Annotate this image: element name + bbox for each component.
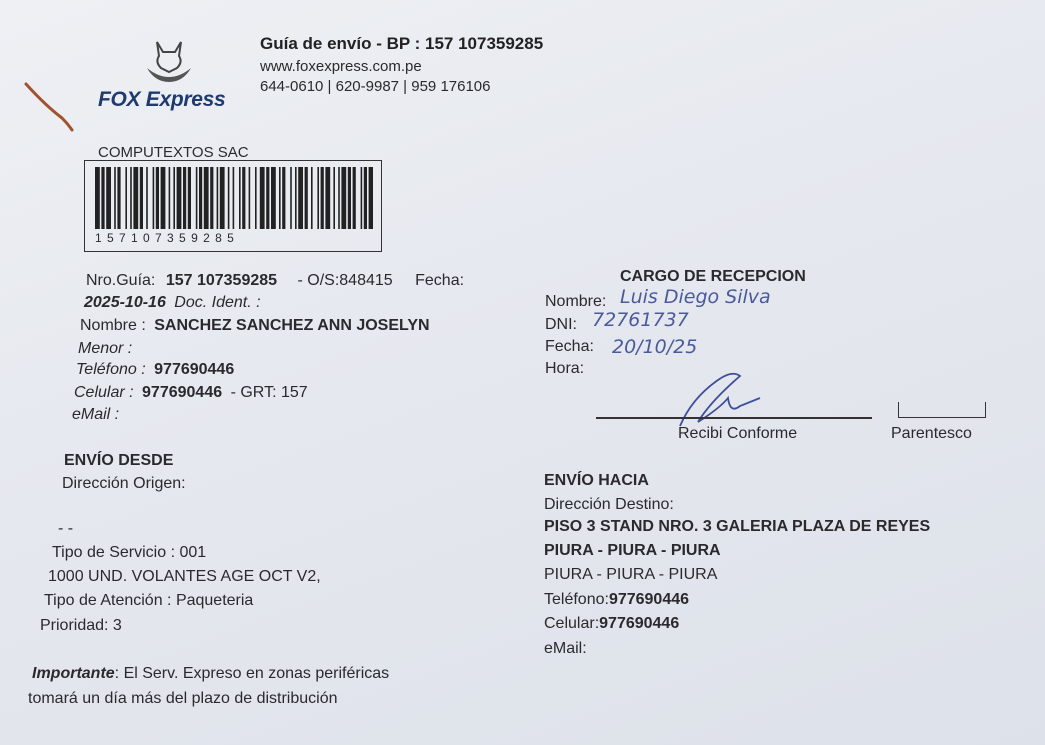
origin-address-label: Dirección Origen:: [62, 475, 186, 492]
barcode-bar: [295, 167, 297, 229]
barcode-bar: [298, 167, 303, 229]
celular-line: [74, 384, 308, 402]
barcode-bars: [95, 167, 373, 229]
barcode-bar: [210, 167, 213, 229]
fox-logo-icon: [143, 38, 195, 86]
destination-title: ENVÍO HACIA: [544, 472, 649, 489]
date-line: [84, 294, 261, 312]
reception-fecha-label: Fecha:: [545, 338, 594, 355]
important-note-line2: tomará un día más del plazo de distribución: [28, 690, 338, 707]
barcode-bar: [106, 167, 111, 229]
barcode-bar: [220, 167, 225, 229]
menor-label: Menor :: [78, 340, 133, 357]
barcode-bar: [188, 167, 191, 229]
reception-hora-label: Hora:: [545, 360, 585, 377]
parentesco-label: Parentesco: [891, 425, 972, 442]
barcode-bar: [130, 167, 132, 229]
reception-nombre-handwritten: Luis Diego Silva: [620, 286, 771, 308]
destination-celular-label: Celular:: [544, 615, 600, 632]
barcode-bar: [146, 167, 148, 229]
barcode-bar: [177, 167, 182, 229]
barcode-bar: [282, 167, 285, 229]
important-text-1: : El Serv. Expreso en zonas periféricas: [114, 665, 390, 682]
barcode-bar: [266, 167, 269, 229]
reception-title: CARGO DE RECEPCION: [620, 268, 806, 285]
barcode-bar: [348, 167, 351, 229]
origin-dashes: - -: [58, 520, 74, 537]
signature: [670, 368, 770, 432]
barcode-bar: [114, 167, 116, 229]
barcode-bar: [364, 167, 367, 229]
date-value: 2025-10-16: [84, 294, 166, 311]
barcode-bar: [333, 167, 335, 229]
barcode-bar: [199, 167, 202, 229]
destination-address-label: Dirección Destino:: [544, 496, 674, 513]
recibi-conforme-label: Recibi Conforme: [678, 425, 798, 442]
ink-stain: [20, 78, 80, 138]
important-label: Importante: [32, 665, 115, 682]
barcode-bar: [117, 167, 120, 229]
barcode-bar: [317, 167, 319, 229]
destination-celular-value: 977690446: [599, 615, 680, 632]
guide-number-line: [86, 272, 464, 290]
barcode-bar: [321, 167, 324, 229]
signature-line: [596, 417, 872, 419]
nro-guia-value: 157 107359285: [165, 272, 278, 289]
reception-dni-label: DNI:: [545, 316, 577, 333]
destination-address: PISO 3 STAND NRO. 3 GALERIA PLAZA DE REYES: [544, 518, 931, 535]
barcode-bar: [161, 167, 166, 229]
barcode-bar: [279, 167, 281, 229]
barcode-bar: [101, 167, 104, 229]
parentesco-field: [898, 402, 986, 418]
barcode-bar: [183, 167, 186, 229]
barcode-bar: [156, 167, 159, 229]
barcode-bar: [341, 167, 346, 229]
nro-guia-label: Nro.Guía:: [86, 272, 156, 289]
barcode-bar: [140, 167, 143, 229]
email-label: eMail :: [72, 406, 120, 423]
important-note-line1: [32, 665, 389, 683]
barcode-bar: [153, 167, 155, 229]
barcode-bar: [325, 167, 330, 229]
os-value: - O/S:848415: [297, 272, 393, 289]
barcode-bar: [196, 167, 198, 229]
priority: Prioridad: 3: [40, 617, 122, 634]
destination-telefono: [544, 591, 689, 609]
barcode-bar: [242, 167, 245, 229]
destination-city-bold: PIURA - PIURA - PIURA: [544, 542, 721, 559]
brand-name: FOX Express: [98, 88, 226, 111]
reception-dni-handwritten: 72761737: [592, 309, 689, 331]
reception-fecha-handwritten: 20/10/25: [612, 336, 698, 358]
destination-email-label: eMail:: [544, 640, 587, 657]
barcode-bar: [369, 167, 373, 229]
barcode-bar: [204, 167, 209, 229]
barcode-bar: [239, 167, 241, 229]
nombre-label: Nombre :: [80, 317, 146, 334]
barcode-bar: [249, 167, 251, 229]
grt-value: - GRT: 157: [230, 384, 308, 401]
barcode-bar: [290, 167, 292, 229]
barcode: [84, 160, 382, 252]
barcode-bar: [169, 167, 171, 229]
telefono-value: 977690446: [154, 361, 235, 378]
telefono-line: [76, 361, 234, 379]
barcode-bar: [361, 167, 363, 229]
phones: 644-0610 | 620-9987 | 959 176106: [260, 78, 491, 95]
barcode-bar: [233, 167, 235, 229]
description: 1000 UND. VOLANTES AGE OCT V2,: [48, 568, 321, 585]
barcode-bar: [125, 167, 127, 229]
destination-celular: [544, 615, 679, 633]
destination-telefono-value: 977690446: [608, 591, 690, 608]
destination-telefono-label: Teléfono:: [544, 591, 609, 608]
origin-title: ENVÍO DESDE: [64, 452, 174, 469]
barcode-bar: [260, 167, 265, 229]
nombre-value: SANCHEZ SANCHEZ ANN JOSELYN: [154, 317, 430, 334]
doc-ident-label: Doc. Ident. :: [174, 294, 261, 311]
barcode-bar: [255, 167, 257, 229]
barcode-bar: [173, 167, 175, 229]
barcode-bar: [338, 167, 340, 229]
celular-label: Celular :: [74, 384, 134, 401]
barcode-bar: [271, 167, 276, 229]
barcode-bar: [95, 167, 100, 229]
barcode-bar: [228, 167, 230, 229]
sender-company: COMPUTEXTOS SAC: [98, 144, 249, 161]
website: www.foxexpress.com.pe: [260, 58, 422, 75]
barcode-bar: [353, 167, 356, 229]
celular-value: 977690446: [142, 384, 223, 401]
barcode-bar: [133, 167, 138, 229]
telefono-label: Teléfono :: [76, 361, 146, 378]
fecha-label: Fecha:: [415, 272, 465, 289]
barcode-bar: [305, 167, 308, 229]
reception-nombre-label: Nombre:: [545, 293, 607, 310]
service-type: Tipo de Servicio : 001: [52, 544, 207, 561]
guide-title: Guía de envío - BP : 157 107359285: [260, 34, 544, 53]
barcode-number: 1 5 7 1 0 7 3 5 9 2 8 5: [95, 231, 235, 245]
recipient-line: [80, 317, 430, 335]
destination-city: PIURA - PIURA - PIURA: [544, 566, 718, 583]
barcode-bar: [217, 167, 219, 229]
barcode-bar: [311, 167, 313, 229]
attention-type: Tipo de Atención : Paqueteria: [44, 592, 254, 609]
